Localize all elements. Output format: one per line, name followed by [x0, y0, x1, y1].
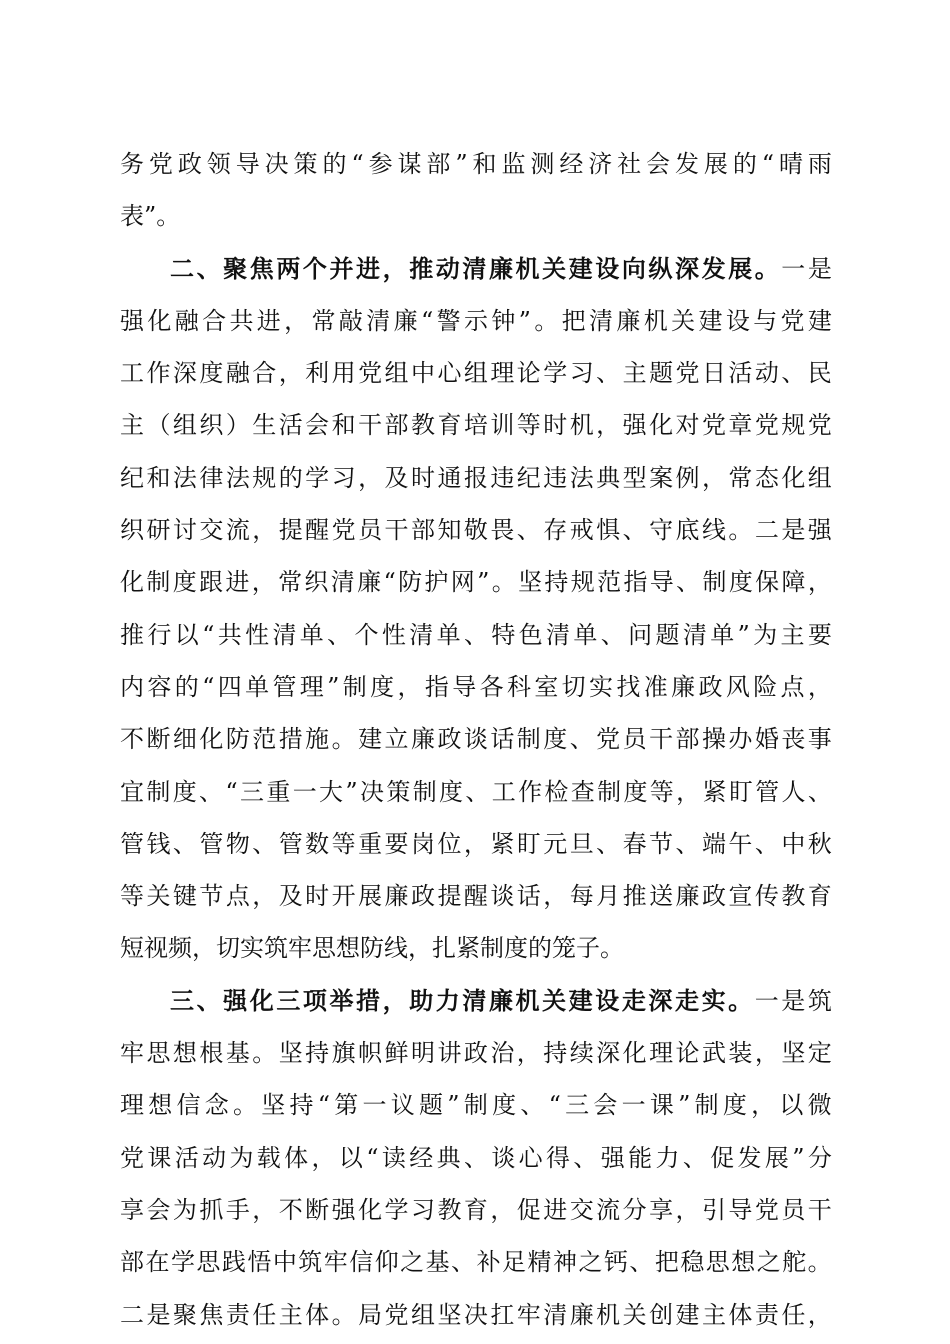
document-body: [120, 138, 832, 1341]
text-line: 党 课 活 动 为 载 体 ， 以 “ 读 经 典 、 谈 心 得 、 强 能 力 、 促 发 展 ” 分: [120, 1143, 832, 1172]
text-line: 不 断 细 化 防 范 措 施 。 建 立 廉 政 谈 话 制 度 、 党 员 干 部 操 办 婚 丧 事: [120, 725, 832, 754]
text-line: 主 （ 组 织 ） 生 活 会 和 干 部 教 育 培 训 等 时 机 ， 强 化 对 党 章 党 规 党: [120, 411, 832, 440]
text-line: 短视频，切实筑牢思想防线，扎紧制度的笼子。: [120, 934, 624, 963]
text-line: 管 钱 、 管 物 、 管 数 等 重 要 岗 位 ， 紧 盯 元 旦 、 春 节 、 端 午 、 中 秋: [120, 829, 832, 858]
text-line: 内 容 的 “ 四 单 管 理 ” 制 度 ， 指 导 各 科 室 切 实 找 准 廉 政 风 险 点 ，: [120, 672, 832, 701]
text-line: 化 制 度 跟 进 ， 常 织 清 廉 “ 防 护 网 ” 。 坚 持 规 范 指 导 、 制 度 保 障 ，: [120, 568, 832, 597]
text-line: 推 行 以 “ 共 性 清 单 、 个 性 清 单 、 特 色 清 单 、 问 题 清 单 ” 为 主 要: [120, 620, 832, 649]
text-line: 理 想 信 念 。 坚 持 “ 第 一 议 题 ” 制 度 、 “ 三 会 一 课 ” 制 度 ， 以 微: [120, 1091, 832, 1120]
text-line: 牢 思 想 根 基 。 坚 持 旗 帜 鲜 明 讲 政 治 ， 持 续 深 化 理 论 武 装 ， 坚 定: [120, 1039, 832, 1068]
section-heading-line: 三 、 强 化 三 项 举 措 ， 助 力 清 廉 机 关 建 设 走 深 走 实 。 一 是 筑: [170, 986, 832, 1015]
text-line: 织 研 讨 交 流 ， 提 醒 党 员 干 部 知 敬 畏 、 存 戒 惧 、 守 底 线 。 二 是 强: [120, 516, 832, 545]
text-line: 部 在 学 思 践 悟 中 筑 牢 信 仰 之 基 、 补 足 精 神 之 钙 、 把 稳 思 想 之 舵 。: [120, 1248, 832, 1277]
text-line: 强 化 融 合 共 进 ， 常 敲 清 廉 “ 警 示 钟 ” 。 把 清 廉 机 关 建 设 与 党 建: [120, 306, 832, 335]
text-line: 等 关 键 节 点 ， 及 时 开 展 廉 政 提 醒 谈 话 ， 每 月 推 送 廉 政 宣 传 教 育: [120, 882, 832, 911]
text-line: 宜 制 度 、 “ 三 重 一 大 ” 决 策 制 度 、 工 作 检 查 制 度 等 ， 紧 盯 管 人 、: [120, 777, 832, 806]
section-heading-line: 二 、 聚 焦 两 个 并 进 ， 推 动 清 廉 机 关 建 设 向 纵 深 发 展 。 一 是: [170, 254, 832, 283]
text-line: 纪 和 法 律 法 规 的 学 习 ， 及 时 通 报 违 纪 违 法 典 型 案 例 ， 常 态 化 组: [120, 463, 832, 492]
text-line: 二 是 聚 焦 责 任 主 体 。 局 党 组 坚 决 扛 牢 清 廉 机 关 创 建 主 体 责 任 ，: [120, 1300, 832, 1329]
text-line: 享 会 为 抓 手 ， 不 断 强 化 学 习 教 育 ， 促 进 交 流 分 享 ， 引 导 党 员 干: [120, 1195, 832, 1224]
text-line: 表”。: [120, 202, 181, 231]
text-line: 务 党 政 领 导 决 策 的 “ 参 谋 部 ” 和 监 测 经 济 社 会 发 展 的 “ 晴 雨: [120, 150, 832, 178]
text-line: 工 作 深 度 融 合 ， 利 用 党 组 中 心 组 理 论 学 习 、 主 题 党 日 活 动 、 民: [120, 359, 832, 388]
